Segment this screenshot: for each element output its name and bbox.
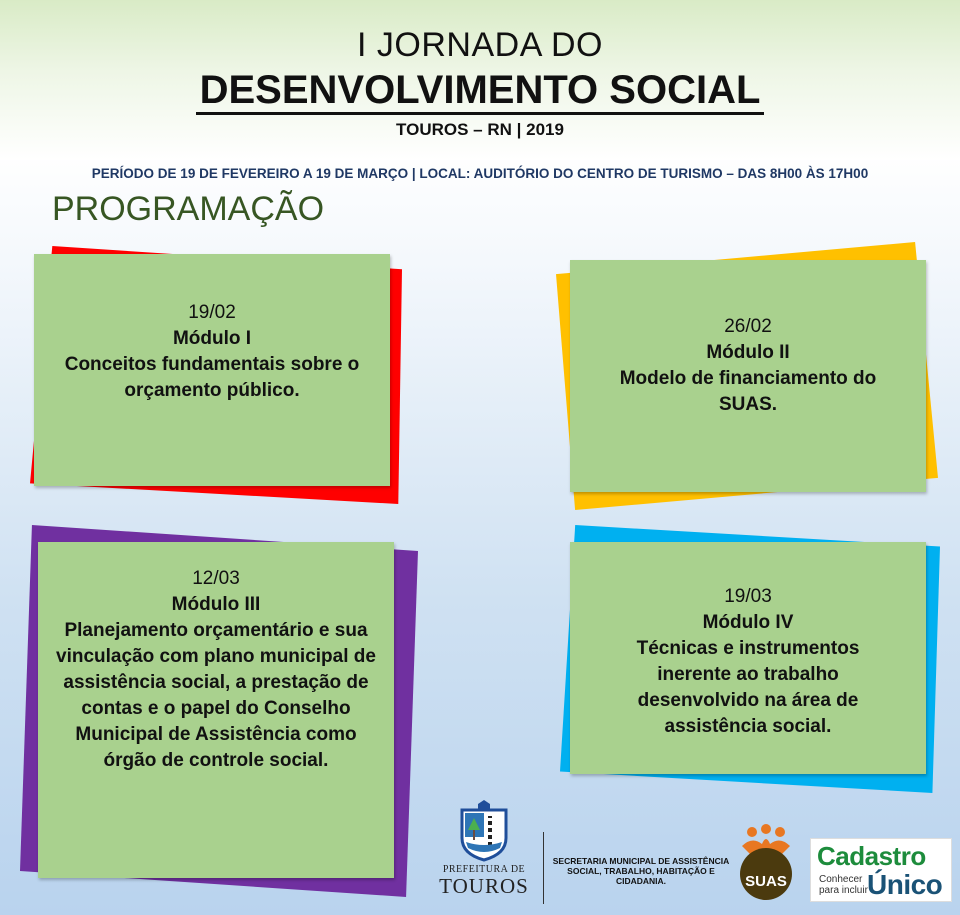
module-description: Técnicas e instrumentos inerente ao trabalho desenvolvido na área de assistência social. bbox=[636, 638, 860, 737]
module-title: Módulo I bbox=[172, 328, 252, 349]
module-date: 19/03 bbox=[724, 586, 772, 607]
module-card-1 bbox=[34, 254, 390, 486]
title-line1: I JORNADA DO bbox=[357, 26, 603, 64]
module-date: 26/02 bbox=[724, 316, 772, 337]
module-title: Módulo II bbox=[706, 342, 790, 363]
module-description: Conceitos fundamentais sobre o orçamento público. bbox=[64, 354, 360, 401]
module-card-2 bbox=[570, 260, 926, 492]
module-date: 19/02 bbox=[188, 302, 236, 323]
module-date: 12/03 bbox=[192, 568, 240, 589]
cadastro-unico-logo bbox=[810, 838, 952, 902]
subtitle: TOUROS – RN | 2019 bbox=[396, 120, 564, 139]
footer-divider bbox=[543, 832, 544, 904]
touros-label: TOUROS bbox=[439, 874, 529, 898]
prefeitura-label: PREFEITURA DE bbox=[442, 864, 526, 875]
cadastro-sub2: para incluir bbox=[819, 885, 868, 896]
main-title bbox=[0, 68, 960, 113]
main-title-text: DESENVOLVIMENTO SOCIAL bbox=[196, 68, 765, 115]
section-title: PROGRAMAÇÃO bbox=[52, 190, 325, 228]
crest-icon bbox=[454, 800, 514, 862]
cadastro-sub1: Conhecer bbox=[819, 874, 863, 885]
module-card-4 bbox=[570, 542, 926, 774]
cadastro-unico-text: Único bbox=[867, 869, 943, 900]
module-card-3 bbox=[38, 542, 394, 878]
module-description: Planejamento orçamentário e sua vinculação com plano municipal de assistência social, a prestação de contas e o papel do Conselho Municipal de Assistência como órgão de controle social. bbox=[56, 620, 376, 771]
cadastro-title: Cadastro bbox=[817, 841, 926, 871]
suas-logo bbox=[732, 824, 800, 902]
prefeitura-touros-logo bbox=[428, 800, 540, 910]
suas-text: SUAS bbox=[745, 873, 787, 890]
module-title: Módulo III bbox=[171, 594, 261, 615]
info-bar: PERÍODO DE 19 DE FEVEREIRO A 19 DE MARÇO | LOCAL: AUDITÓRIO DO CENTRO DE TURISMO – DAS 8H00 ÀS 17H00 bbox=[91, 166, 869, 181]
module-description: Modelo de financiamento do SUAS. bbox=[619, 368, 877, 415]
module-title: Módulo IV bbox=[702, 612, 794, 633]
cadastro-tagline bbox=[819, 874, 868, 896]
secretaria-label: SECRETARIA MUNICIPAL DE ASSISTÊNCIA SOCIAL, TRABALHO, HABITAÇÃO E CIDADANIA. bbox=[552, 856, 730, 886]
